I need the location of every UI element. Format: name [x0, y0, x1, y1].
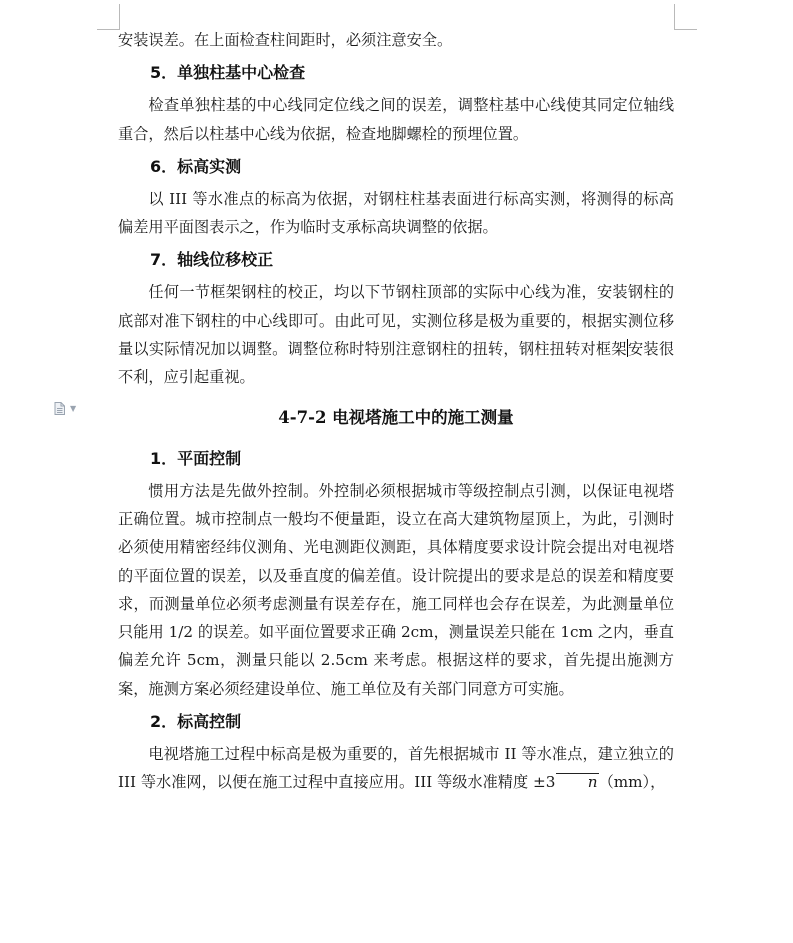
heading-6: 6．标高实测: [150, 156, 242, 176]
paragraph-7-end: 安装很不利，应引起重视。: [118, 340, 675, 387]
paragraph-5: 检查单独柱基的中心线同定位线之间的误差，调整柱基中心线使其同定位轴线重合，然后以柱基中心线为依据，检查地脚螺栓的预埋位置。: [118, 96, 674, 143]
paragraph-7: [118, 278, 674, 391]
heading-2: 2．标高控制: [150, 712, 242, 732]
heading-7: 7．轴线位移校正: [150, 250, 274, 270]
paragraph-7-text: 任何一节框架钢柱的校正，均以下节钢柱顶部的实际中心线为准，安装钢柱的底部对准下钢柱的中心线即可。由此可见，实测位移是极为重要的，根据实测位移量以实际情况加以调整。调整位称时特别注意钢柱的扭转，钢柱扭转对框架: [118, 283, 674, 359]
heading-5: 5．单独柱基中心检查: [150, 63, 306, 83]
sqrt-n: n: [556, 773, 598, 790]
paragraph-1: 惯用方法是先做外控制。外控制必须根据城市等级控制点引测，以保证电视塔正确位置。城市控制点一般均不便量距，设立在高大建筑物屋顶上，为此，引测时必须使用精密经纬仪测角、光电测距仪测距，具体精度要求设计院会提出对电视塔的平面位置的误差，以及垂直度的偏差值。设计院提出的要求是总的误差和精度要求，而测量单位必须考虑测量有误差存在，施工同样也会存在误差，为此测量单位只能用 1/2 的误差。如平面位置要求正确 2cm，测量误差只能在 1cm 之内，垂直偏差允许 5cm，测量只能以 2.5cm 来考虑。根据这样的要求，首先提出施测方案，施测方案必须经建设单位、施工单位及有关部门同意方可实施。: [118, 481, 674, 698]
crop-mark-top-left: [97, 4, 120, 30]
section-title: 4-7-2 电视塔施工中的施工测量: [278, 407, 514, 427]
paragraph-intro: 安装误差。在上面检查柱间距时，必须注意安全。: [118, 31, 453, 49]
chevron-down-icon[interactable]: ▼: [70, 404, 77, 413]
heading-1: 1．平面控制: [150, 448, 242, 468]
paragraph-2-text: 电视塔施工过程中标高是极为重要的，首先根据城市 II 等水准点，建立独立的 III 等水准网，以便在施工过程中直接应用。III 等级水准精度 ±3: [118, 745, 674, 792]
document-icon[interactable]: [54, 402, 65, 415]
paragraph-2-end: （mm），: [598, 773, 666, 792]
crop-mark-top-right: [674, 4, 697, 30]
document-page: [118, 26, 674, 797]
paragraph-6: 以 III 等水准点的标高为依据，对钢柱柱基表面进行标高实测，将测得的标高偏差用平面图表示之，作为临时支承标高块调整的依据。: [118, 189, 674, 237]
paragraph-2: [118, 740, 674, 797]
